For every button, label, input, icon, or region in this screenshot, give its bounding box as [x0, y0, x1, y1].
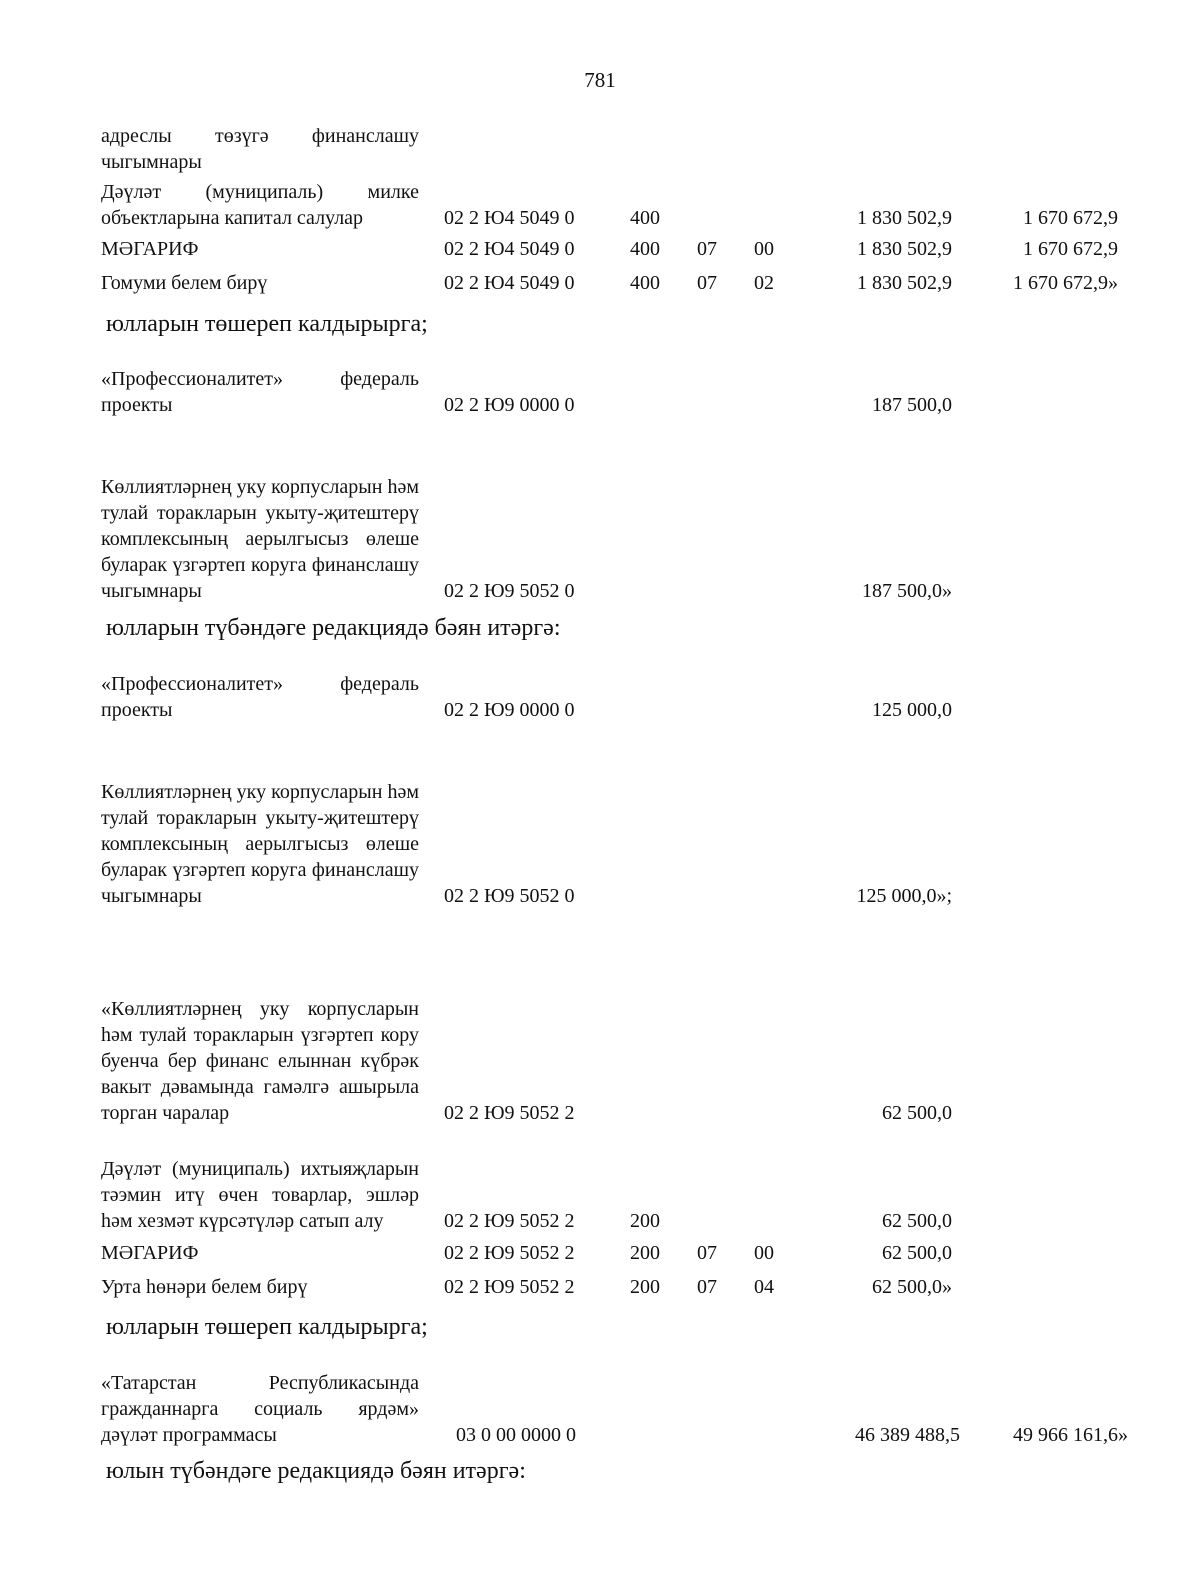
- row-name: МӘГАРИФ: [101, 238, 199, 260]
- row-name: «Профессионалитет» федераль проекты: [101, 673, 419, 721]
- row-vr: 200: [630, 1210, 660, 1232]
- row-name: МӘГАРИФ: [101, 1242, 199, 1264]
- table-row: [0, 270, 1200, 296]
- table-row: [0, 366, 1200, 418]
- table-row: [0, 1240, 1200, 1266]
- row-pr: 02: [754, 272, 774, 294]
- table-row: [0, 944, 1200, 1126]
- row-sum-2: 49 966 161,6»: [1013, 1424, 1128, 1446]
- row-rz: 07: [697, 1276, 717, 1298]
- table-row: [0, 236, 1200, 262]
- instruction-text: юлларын түбәндәге редакциядә бәян итәргә:: [106, 615, 561, 641]
- table-row: [0, 671, 1200, 723]
- row-name: Гомуми белем бирү: [101, 272, 268, 294]
- row-rz: 07: [697, 272, 717, 294]
- row-rz: 07: [697, 238, 717, 260]
- row-name: Дәүләт (муниципаль) милке объектларына капитал салулар: [101, 181, 419, 229]
- row-name: Урта һөнәри белем бирү: [101, 1276, 308, 1298]
- row-sum-1: 1 830 502,9: [857, 207, 952, 229]
- instruction-text: юлларын төшереп калдырырга;: [106, 1314, 428, 1340]
- row-code: 02 2 Ю9 0000 0: [444, 394, 575, 416]
- row-sum-1: 62 500,0: [882, 1102, 952, 1124]
- row-code: 02 2 Ю9 5052 0: [444, 885, 575, 907]
- row-sum-1: 46 389 488,5: [855, 1424, 960, 1446]
- row-pr: 00: [754, 238, 774, 260]
- instruction-text: юлын түбәндәге редакциядә бәян итәргә:: [106, 1458, 526, 1484]
- row-code: 03 0 00 0000 0: [456, 1424, 576, 1446]
- row-name: «Профессионалитет» федераль проекты: [101, 368, 419, 416]
- row-sum-2: 1 670 672,9: [1023, 238, 1118, 260]
- row-code: 02 2 Ю4 5049 0: [444, 272, 575, 294]
- row-sum-1: 1 830 502,9: [857, 272, 952, 294]
- row-sum-1: 62 500,0: [882, 1210, 952, 1232]
- table-row: [0, 179, 1200, 231]
- page-number: 781: [584, 68, 616, 92]
- row-code: 02 2 Ю9 5052 2: [444, 1242, 575, 1264]
- table-row: [0, 727, 1200, 909]
- row-sum-2: 1 670 672,9»: [1013, 272, 1118, 294]
- row-name: адреслы төзүгә финанслашу чыгымнары: [101, 125, 419, 173]
- row-code: 02 2 Ю9 5052 2: [444, 1102, 575, 1124]
- row-vr: 200: [630, 1276, 660, 1298]
- row-name: «Татарстан Республикасында гражданнарга социаль ярдәм» дәүләт программасы: [101, 1372, 419, 1446]
- row-code: 02 2 Ю4 5049 0: [444, 207, 575, 229]
- row-rz: 07: [697, 1242, 717, 1264]
- table-row: [0, 1370, 1200, 1448]
- row-vr: 400: [630, 272, 660, 294]
- row-code: 02 2 Ю9 5052 2: [444, 1276, 575, 1298]
- row-name: «Көллиятләрнең уку корпусларын һәм тулай торакларын үзгәртеп кору буенча бер финанс елыннан күбрәк вакыт дәвамында гамәлгә ашырыла торган чаралар: [101, 998, 419, 1124]
- row-sum-1: 125 000,0: [872, 699, 952, 721]
- row-vr: 400: [630, 238, 660, 260]
- row-name: Көллиятләрнең уку корпусларын һәм тулай торакларын укыту-җитештерү комплексының аерылгысыз өлеше буларак үзгәртеп коруга финанслашу чыгымнары: [101, 476, 419, 602]
- row-pr: 04: [754, 1276, 774, 1298]
- row-code: 02 2 Ю9 5052 2: [444, 1210, 575, 1232]
- row-code: 02 2 Ю9 5052 0: [444, 580, 575, 602]
- row-name: Көллиятләрнең уку корпусларын һәм тулай торакларын укыту-җитештерү комплексының аерылгысыз өлеше буларак үзгәртеп коруга финанслашу чыгымнары: [101, 781, 419, 907]
- row-vr: 400: [630, 207, 660, 229]
- row-code: 02 2 Ю4 5049 0: [444, 238, 575, 260]
- row-sum-1: 1 830 502,9: [857, 238, 952, 260]
- table-row: [0, 422, 1200, 604]
- table-row: [0, 1130, 1200, 1234]
- row-sum-1: 62 500,0: [882, 1242, 952, 1264]
- table-row: [0, 1274, 1200, 1300]
- row-name: Дәүләт (муниципаль) ихтыяҗларын тәэмин итү өчен товарлар, эшләр һәм хезмәт күрсәтүләр сатып алу: [101, 1158, 419, 1232]
- row-sum-1: 125 000,0»;: [856, 885, 952, 907]
- row-code: 02 2 Ю9 0000 0: [444, 699, 575, 721]
- row-sum-1: 62 500,0»: [872, 1276, 952, 1298]
- instruction-text: юлларын төшереп калдырырга;: [106, 311, 428, 337]
- row-sum-2: 1 670 672,9: [1023, 207, 1118, 229]
- table-row: [0, 123, 1200, 175]
- row-sum-1: 187 500,0»: [862, 580, 952, 602]
- row-pr: 00: [754, 1242, 774, 1264]
- row-vr: 200: [630, 1242, 660, 1264]
- row-sum-1: 187 500,0: [872, 394, 952, 416]
